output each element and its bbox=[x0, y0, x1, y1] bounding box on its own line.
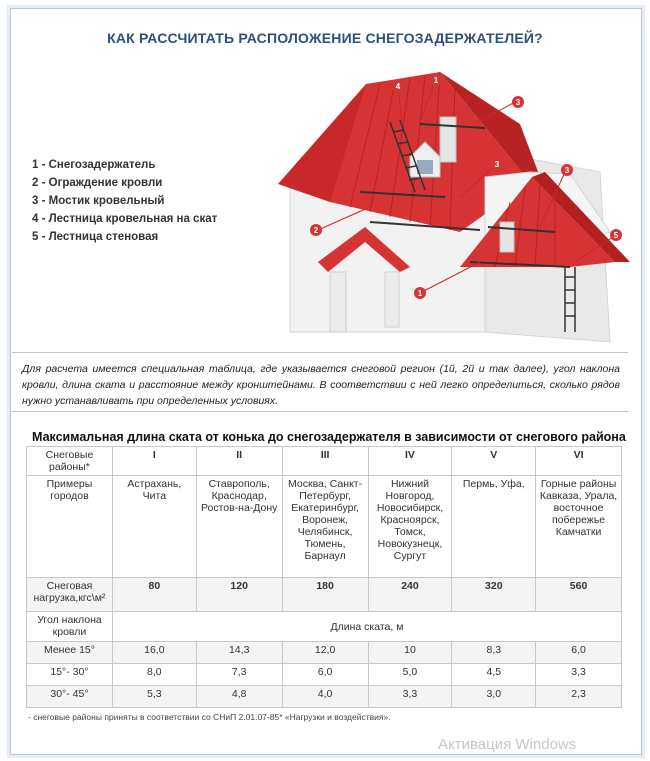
legend-item-2: 2 - Ограждение кровли bbox=[32, 177, 163, 189]
page-title: КАК РАССЧИТАТЬ РАСПОЛОЖЕНИЕ СНЕГОЗАДЕРЖАТЕЛЕЙ? bbox=[107, 30, 543, 46]
table-row bbox=[27, 476, 622, 578]
angle-cell: 15°- 30° bbox=[27, 664, 113, 686]
house-illustration bbox=[270, 62, 638, 348]
region-cell: VI bbox=[536, 447, 622, 476]
value-cell: 10 bbox=[368, 642, 452, 664]
value-cell: 3,0 bbox=[452, 686, 536, 708]
marker-label: 3 bbox=[564, 166, 570, 175]
table-row bbox=[27, 642, 622, 664]
table-row bbox=[27, 686, 622, 708]
value-cell: 3,3 bbox=[368, 686, 452, 708]
marker-label: 4 bbox=[395, 82, 401, 91]
header-label: Снеговые районы* bbox=[27, 447, 113, 476]
windows-activation-watermark: Активация Windows bbox=[438, 736, 577, 753]
cities-label: Примеры городов bbox=[27, 476, 113, 578]
marker-label: 1 bbox=[417, 289, 423, 298]
table-row bbox=[27, 447, 622, 476]
city-cell: Москва, Санкт-Петербург, Екатеринбург, Воронеж, Челябинск, Тюмень, Барнаул bbox=[282, 476, 368, 578]
value-cell: 16,0 bbox=[112, 642, 196, 664]
table-row bbox=[27, 578, 622, 612]
value-cell: 5,0 bbox=[368, 664, 452, 686]
load-cell: 180 bbox=[282, 578, 368, 612]
region-cell: II bbox=[196, 447, 282, 476]
value-cell: 2,3 bbox=[536, 686, 622, 708]
legend-item-4: 4 - Лестница кровельная на скат bbox=[32, 213, 218, 225]
value-cell: 6,0 bbox=[282, 664, 368, 686]
marker-label: 1 bbox=[433, 76, 439, 85]
region-cell: IV bbox=[368, 447, 452, 476]
value-cell: 4,0 bbox=[282, 686, 368, 708]
value-cell: 12,0 bbox=[282, 642, 368, 664]
marker-label: 5 bbox=[613, 231, 619, 240]
marker-label: 3 bbox=[515, 98, 521, 107]
value-cell: 4,5 bbox=[452, 664, 536, 686]
load-cell: 560 bbox=[536, 578, 622, 612]
value-cell: 3,3 bbox=[536, 664, 622, 686]
load-cell: 80 bbox=[112, 578, 196, 612]
load-cell: 240 bbox=[368, 578, 452, 612]
table-row bbox=[27, 664, 622, 686]
angle-cell: Менее 15° bbox=[27, 642, 113, 664]
region-cell: I bbox=[112, 447, 196, 476]
value-cell: 8,3 bbox=[452, 642, 536, 664]
load-cell: 120 bbox=[196, 578, 282, 612]
value-cell: 8,0 bbox=[112, 664, 196, 686]
legend-item-3: 3 - Мостик кровельный bbox=[32, 195, 165, 207]
city-cell: Ставрополь, Краснодар, Ростов-на-Дону bbox=[196, 476, 282, 578]
table-title: Максимальная длина ската от конька до снегозадержателя в зависимости от снегового района bbox=[32, 430, 626, 444]
city-cell: Астрахань, Чита bbox=[112, 476, 196, 578]
load-label: Снеговая нагрузка,кгс\м² bbox=[27, 578, 113, 612]
value-cell: 14,3 bbox=[196, 642, 282, 664]
length-label: Длина ската, м bbox=[112, 612, 621, 642]
value-cell: 7,3 bbox=[196, 664, 282, 686]
table-footnote: - снеговые районы приняты в соответствии со СНиП 2.01.07-85* «Нагрузки и воздействия». bbox=[28, 712, 391, 722]
marker-label: 3 bbox=[494, 160, 500, 169]
city-cell: Пермь, Уфа, bbox=[452, 476, 536, 578]
description-text: Для расчета имеется специальная таблица, где указывается снеговой регион (1й, 2й и так далее), угол наклона кровли, длина ската и расстояние между кронштейнами. В соответствии с ней легко определиться, сколько рядов нужно устанавливать при определенных условиях. bbox=[12, 352, 628, 412]
angle-cell: 30°- 45° bbox=[27, 686, 113, 708]
value-cell: 5,3 bbox=[112, 686, 196, 708]
marker-label: 2 bbox=[313, 226, 319, 235]
table-row bbox=[27, 612, 622, 642]
value-cell: 4,8 bbox=[196, 686, 282, 708]
city-cell: Горные районы Кавказа, Урала, восточное побережье Камчатки bbox=[536, 476, 622, 578]
region-cell: V bbox=[452, 447, 536, 476]
angle-label: Угол наклона кровли bbox=[27, 612, 113, 642]
legend-list bbox=[32, 156, 217, 246]
legend-item-1: 1 - Снегозадержатель bbox=[32, 159, 156, 171]
region-cell: III bbox=[282, 447, 368, 476]
city-cell: Нижний Новгород, Новосибирск, Красноярск, Томск, Новокузнецк, Сургут bbox=[368, 476, 452, 578]
snow-region-table bbox=[26, 446, 622, 708]
legend-item-5: 5 - Лестница стеновая bbox=[32, 231, 159, 243]
value-cell: 6,0 bbox=[536, 642, 622, 664]
load-cell: 320 bbox=[452, 578, 536, 612]
